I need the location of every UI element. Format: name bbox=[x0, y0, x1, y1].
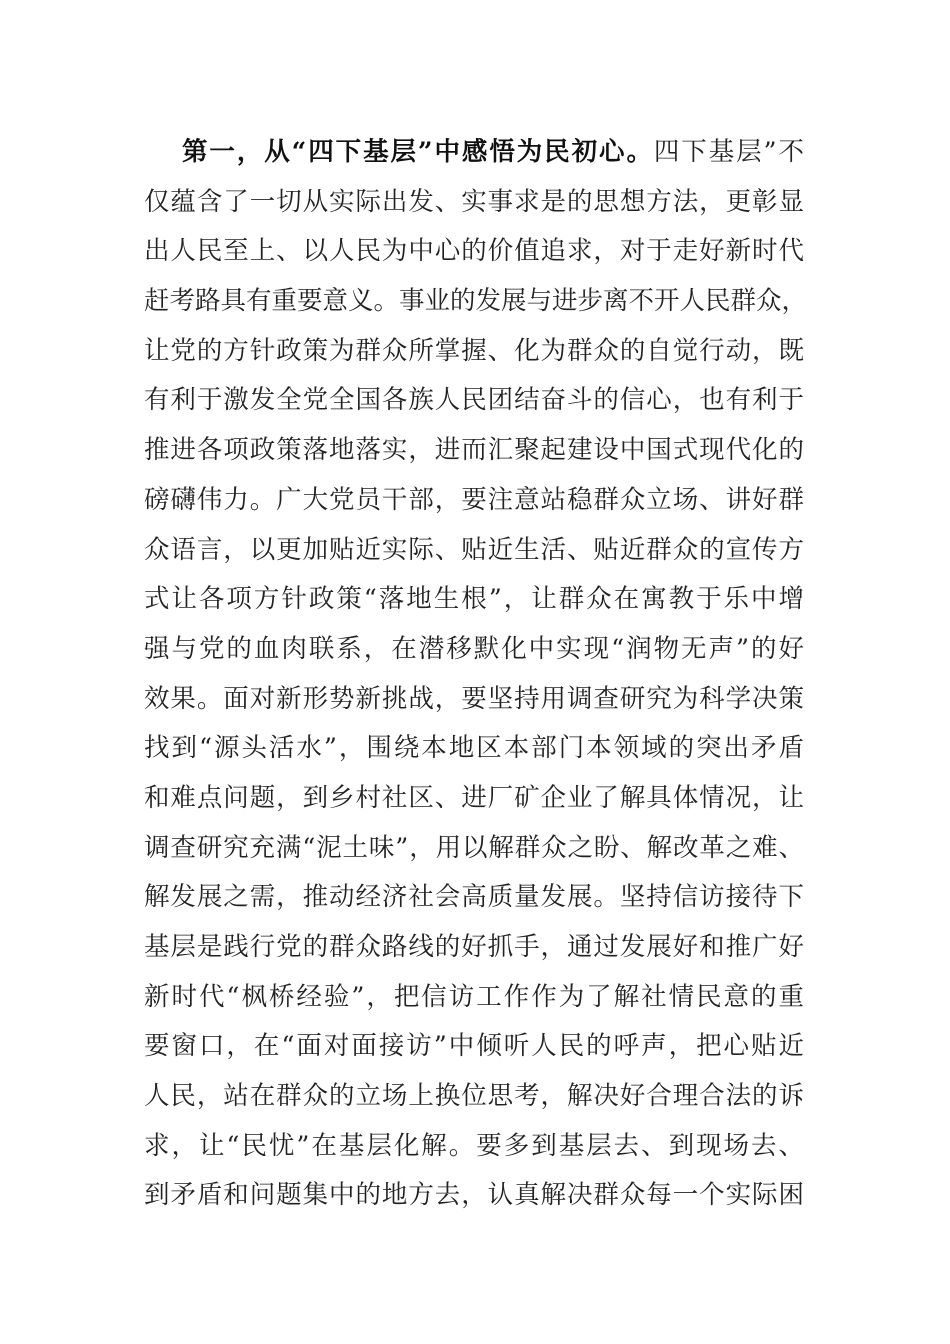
paragraph-line: 出人民至上、以人民为中心的价值追求，对于走好新时代 bbox=[144, 236, 804, 267]
paragraph-line-text: 四下基层”不 bbox=[653, 137, 804, 167]
paragraph-line: 要窗口，在“面对面接访”中倾听人民的呼声，把心贴近 bbox=[144, 1031, 804, 1062]
paragraph-line: 调查研究充满“泥土味”，用以解群众之盼、解改革之难、 bbox=[144, 832, 804, 863]
paragraph-line: 效果。面对新形势新挑战，要坚持用调查研究为科学决策 bbox=[144, 683, 804, 714]
paragraph-line: 推进各项政策落地落实，进而汇聚起建设中国式现代化的 bbox=[144, 435, 804, 466]
paragraph-line: 强与党的血肉联系，在潜移默化中实现“润物无声”的好 bbox=[144, 633, 804, 664]
paragraph bbox=[144, 128, 808, 1221]
paragraph-line: 求，让“民忧”在基层化解。要多到基层去、到现场去、 bbox=[144, 1130, 804, 1161]
paragraph-line: 人民，站在群众的立场上换位思考，解决好合理合法的诉 bbox=[144, 1081, 804, 1112]
paragraph-line: 赶考路具有重要意义。事业的发展与进步离不开人民群众， bbox=[144, 286, 808, 317]
paragraph-lead: 第一，从“四下基层”中感悟为民初心。 bbox=[182, 137, 654, 167]
paragraph-line: 到矛盾和问题集中的地方去，认真解决群众每一个实际困 bbox=[144, 1180, 804, 1211]
paragraph-line: 找到“源头活水”，围绕本地区本部门本领域的突出矛盾 bbox=[144, 733, 804, 764]
paragraph-line: 和难点问题，到乡村社区、进厂矿企业了解具体情况，让 bbox=[144, 782, 804, 813]
paragraph-line: 众语言，以更加贴近实际、贴近生活、贴近群众的宣传方 bbox=[144, 534, 804, 565]
paragraph-line bbox=[144, 128, 804, 178]
paragraph-line: 式让各项方针政策“落地生根”，让群众在寓教于乐中增 bbox=[144, 584, 804, 615]
paragraph-line: 新时代“枫桥经验”，把信访工作作为了解社情民意的重 bbox=[144, 981, 804, 1012]
paragraph-line: 有利于激发全党全国各族人民团结奋斗的信心，也有利于 bbox=[144, 385, 804, 416]
paragraph-line: 解发展之需，推动经济社会高质量发展。坚持信访接待下 bbox=[144, 882, 804, 913]
paragraph-line: 让党的方针政策为群众所掌握、化为群众的自觉行动，既 bbox=[144, 335, 804, 366]
paragraph-line: 基层是践行党的群众路线的好抓手，通过发展好和推广好 bbox=[144, 932, 804, 962]
paragraph-line: 磅礴伟力。广大党员干部，要注意站稳群众立场、讲好群 bbox=[144, 484, 804, 515]
paragraph-line: 仅蕴含了一切从实际出发、实事求是的思想方法，更彰显 bbox=[144, 186, 804, 217]
